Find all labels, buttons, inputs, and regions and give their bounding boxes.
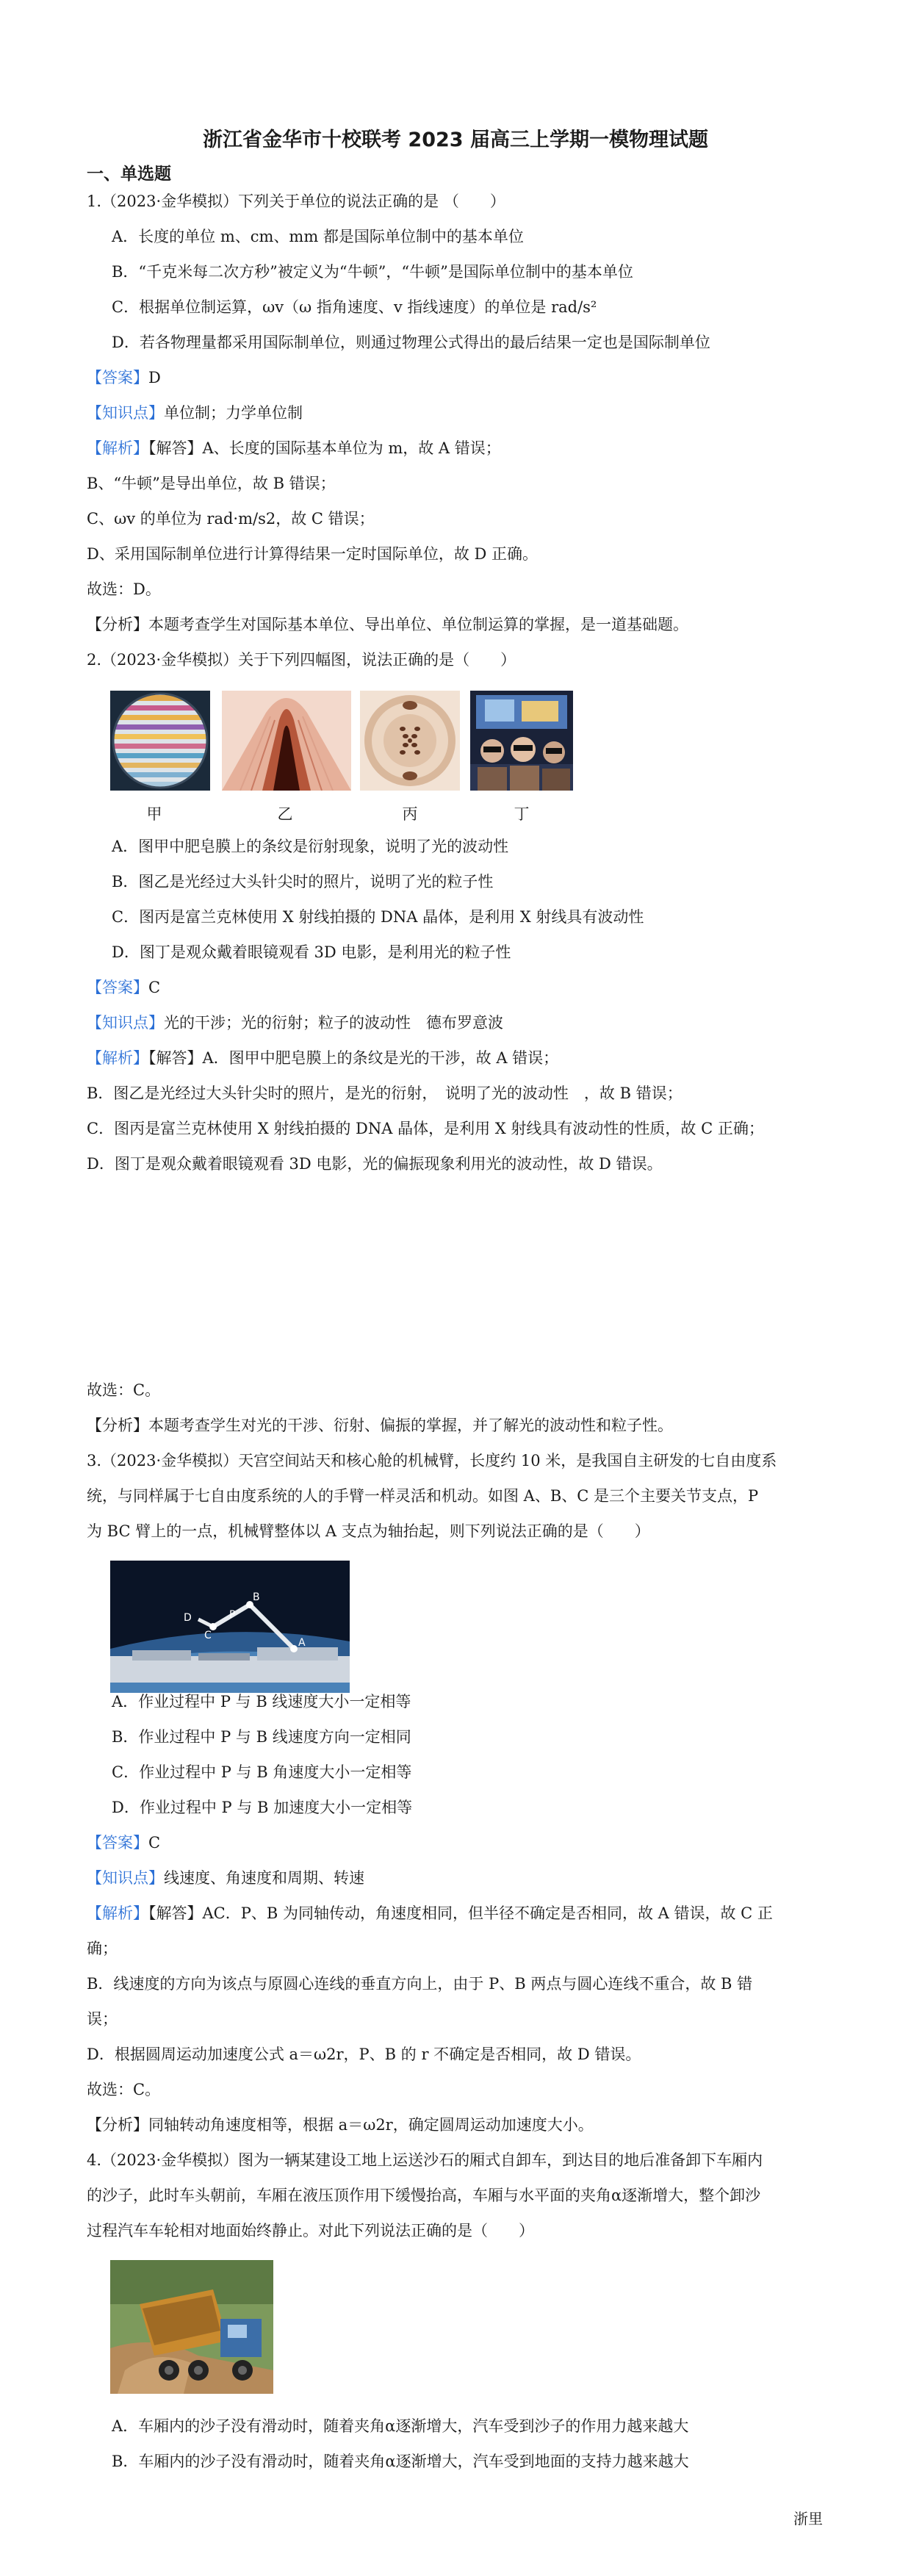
q4-stem-line: 的沙子，此时车头朝前，车厢在液压顶作用下缓慢抬高，车厢与水平面的夹角α逐渐增大，整个卸沙 [87,2187,761,2204]
q2-stem: 2.（2023·金华模拟）关于下列四幅图，说法正确的是（ ） [87,651,516,669]
q1-knowledge-point [87,404,303,422]
analysis-tag: 【解析】 [87,1049,148,1067]
q3-answer [87,1834,160,1852]
q2-option-b: B．图乙是光经过大头针尖时的照片，说明了光的粒子性 [112,873,494,891]
section-heading: 一、单选题 [87,165,171,184]
image-caption: 丁 [514,805,530,823]
3d-movie-image [470,691,573,791]
answer-value: C [148,979,161,996]
answer-value: C [148,1834,161,1852]
q2-answer [87,979,160,997]
q1-option-c: C．根据单位制运算，ωv（ω 指角速度、v 指线速度）的单位是 rad/s² [112,298,597,316]
analysis-tag: 【解析】 [87,1904,148,1922]
q1-analysis-line [87,439,501,458]
q2-analysis-line [87,1049,558,1068]
analysis-text: 【解答】A．图甲中肥皂膜上的条纹是光的干涉，故 A 错误； [148,1049,559,1067]
analysis-tag: 【解析】 [87,439,148,457]
q3-analysis-line: 误； [87,2010,118,2028]
q2-option-c: C．图丙是富兰克林使用 X 射线拍摄的 DNA 晶体，是利用 X 射线具有波动性 [112,908,644,926]
q1-analysis-line: C、ωv 的单位为 rad·m/s2，故 C 错误； [87,510,375,528]
q2-summary: 【分析】本题考查学生对光的干涉、衍射、偏振的掌握，并了解光的波动性和粒子性。 [87,1417,673,1434]
q3-option-b: B．作业过程中 P 与 B 线速度方向一定相同 [112,1728,411,1746]
q3-stem-line: 为 BC 臂上的一点，机械臂整体以 A 支点为轴抬起，则下列说法正确的是（ ） [87,1522,650,1540]
fig-label-b: B [253,1591,260,1603]
q3-stem-line: 3.（2023·金华模拟）天宫空间站天和核心舱的机械臂，长度约 10 米，是我国自主研发的七自由度系 [87,1452,777,1469]
q3-analysis-line: B．线速度的方向为该点与原圆心连线的垂直方向上，由于 P、B 两点与圆心连线不重合，故 B 错 [87,1975,753,1993]
image-caption: 甲 [146,805,162,823]
q2-analysis-line: B．图乙是光经过大头针尖时的照片，是光的衍射， 说明了光的波动性 ，故 B 错误； [87,1084,683,1102]
analysis-text: 【解答】AC．P、B 为同轴传动，角速度相同，但半径不确定是否相同，故 A 错误，故 C 正 [148,1904,773,1922]
analysis-text: 【解答】A、长度的国际基本单位为 m，故 A 错误； [148,439,501,457]
q3-knowledge-point [87,1869,364,1888]
q1-summary: 【分析】本题考查学生对国际基本单位、导出单位、单位制运算的掌握，是一道基础题。 [87,616,688,633]
knowledge-text: 线速度、角速度和周期、转速 [164,1869,364,1887]
q3-option-a: A．作业过程中 P 与 B 线速度大小一定相等 [112,1693,411,1710]
robotic-arm-image [110,1561,350,1693]
fig-label-c: C [204,1630,212,1641]
q3-option-c: C．作业过程中 P 与 B 角速度大小一定相等 [112,1763,412,1781]
q2-option-a: A．图甲中肥皂膜上的条纹是衍射现象，说明了光的波动性 [112,838,509,855]
q1-option-a: A．长度的单位 m、cm、mm 都是国际单位制中的基本单位 [112,228,524,245]
q1-stem: 1.（2023·金华模拟）下列关于单位的说法正确的是 （ ） [87,193,505,210]
q2-analysis-line: C．图丙是富兰克林使用 X 射线拍摄的 DNA 晶体，是利用 X 射线具有波动性的性质，故 C 正确； [87,1120,764,1137]
q3-analysis-line: 确； [87,1940,118,1957]
answer-tag: 【答案】 [87,1834,148,1852]
knowledge-tag: 【知识点】 [87,1869,164,1887]
answer-tag: 【答案】 [87,369,148,386]
q1-analysis-line: B、“牛顿”是导出单位，故 B 错误； [87,475,336,492]
q3-analysis-line: D．根据圆周运动加速度公式 a＝ω2r，P、B 的 r 不确定是否相同，故 D 错误。 [87,2046,641,2063]
q2-conclusion: 故选：C。 [87,1381,161,1399]
q3-stem-line: 统，与同样属于七自由度系统的人的手臂一样灵活和机动。如图 A、B、C 是三个主要关节支点，P [87,1487,759,1505]
q3-summary: 【分析】同轴转动角速度相等，根据 a＝ω2r，确定圆周运动加速度大小。 [87,2116,594,2134]
knowledge-tag: 【知识点】 [87,404,164,422]
page-footer: 浙里 [793,2510,823,2528]
answer-tag: 【答案】 [87,979,148,996]
dump-truck-image [110,2260,273,2394]
answer-value: D [148,369,161,386]
q1-answer [87,369,161,387]
q4-option-a: A．车厢内的沙子没有滑动时，随着夹角α逐渐增大，汽车受到沙子的作用力越来越大 [112,2417,689,2435]
knowledge-tag: 【知识点】 [87,1014,164,1032]
q4-stem-line: 过程汽车车轮相对地面始终静止。对此下列说法正确的是（ ） [87,2222,534,2239]
q3-option-d: D．作业过程中 P 与 B 加速度大小一定相等 [112,1799,413,1816]
q3-analysis-line [87,1904,773,1923]
dna-xray-image [360,691,460,791]
q4-option-b: B．车厢内的沙子没有滑动时，随着夹角α逐渐增大，汽车受到地面的支持力越来越大 [112,2453,689,2470]
image-caption: 乙 [277,805,293,823]
q4-stem-line: 4.（2023·金华模拟）图为一辆某建设工地上运送沙石的厢式自卸车，到达目的地后准备卸下车厢内 [87,2151,763,2169]
q1-analysis-line: D、采用国际制单位进行计算得结果一定时国际单位，故 D 正确。 [87,545,539,563]
knowledge-text: 光的干涉；光的衍射；粒子的波动性 德布罗意波 [164,1014,503,1032]
q1-option-d: D．若各物理量都采用国际制单位，则通过物理公式得出的最后结果一定也是国际制单位 [112,334,710,351]
fig-label-p: P [229,1609,236,1621]
knowledge-text: 单位制；力学单位制 [164,404,303,422]
q1-analysis-line: 故选：D。 [87,580,161,598]
q3-analysis-line: 故选：C。 [87,2081,161,2098]
soap-film-image [110,691,210,791]
q2-analysis-line: D．图丁是观众戴着眼镜观看 3D 电影，光的偏振现象利用光的波动性，故 D 错误。 [87,1155,663,1173]
pin-diffraction-image [222,691,351,791]
q2-option-d: D．图丁是观众戴着眼镜观看 3D 电影，是利用光的粒子性 [112,943,511,961]
q1-option-b: B．“千克米每二次方秒”被定义为“牛顿”，“牛顿”是国际单位制中的基本单位 [112,263,633,281]
fig-label-d: D [184,1612,192,1624]
q2-knowledge-point [87,1014,503,1032]
page-title: 浙江省金华市十校联考 2023 届高三上学期一模物理试题 [203,129,708,151]
image-caption: 丙 [402,805,418,823]
fig-label-a: A [298,1637,306,1649]
